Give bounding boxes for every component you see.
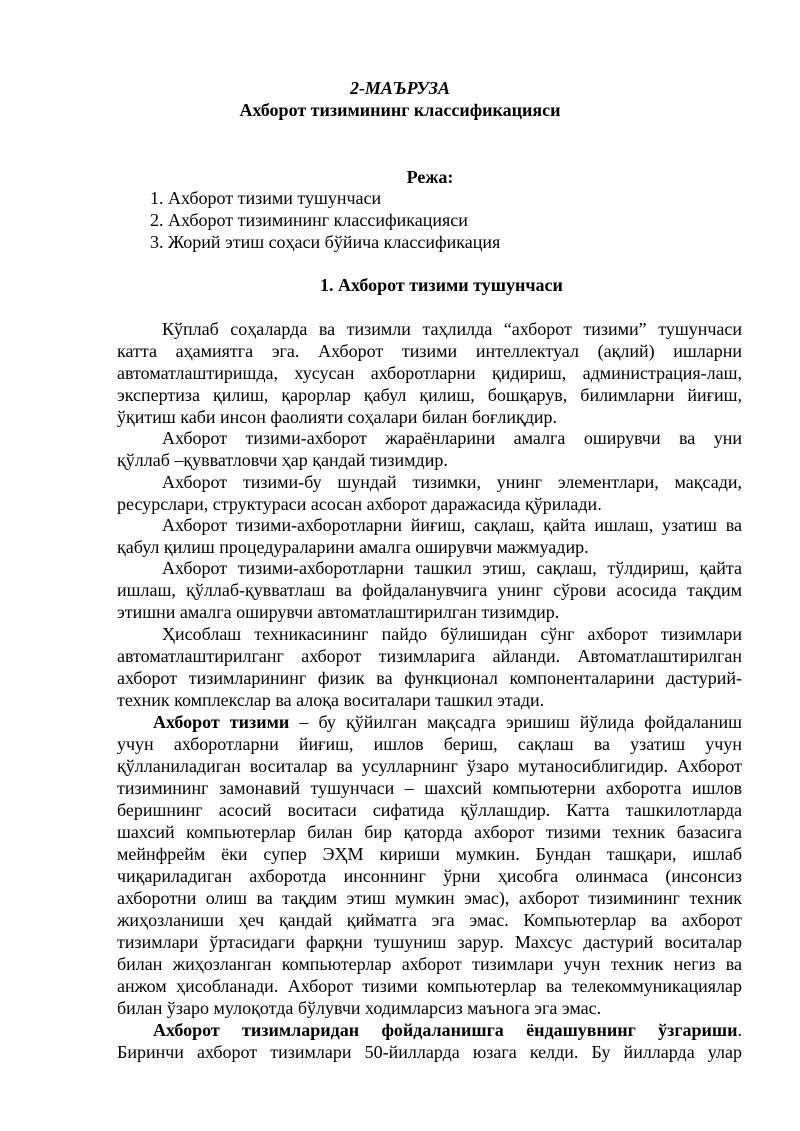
- paragraph-line: ишлаш, қўллаб-қувватлаш ва фойдаланувчига унинг сўрови асосида тақдим: [117, 580, 742, 600]
- paragraph-line: катта аҳамиятга эга. Ахборот тизими интеллектуал (ақлий) ишларни: [117, 341, 742, 361]
- plan-item-2: 2. Ахборот тизимининг классификацияси: [150, 210, 468, 230]
- paragraph-line: ахборот тизимларининг физик ва функционал компоненталарини дастурий-: [117, 668, 742, 688]
- paragraph-line: Ҳисоблаш техникасининг пайдо бўлишидан сўнг ахборот тизимлари: [162, 624, 742, 644]
- plan-item-3: 3. Жорий этиш соҳаси бўйича классификация: [150, 232, 501, 252]
- paragraph-line: ресурслари, структураси асосан ахборот даражасида қўрилади.: [117, 494, 602, 514]
- lecture-label: 2-МАЪРУЗА: [349, 78, 451, 98]
- paragraph-line: Кўплаб соҳаларда ва тизимли таҳлилда “ахборот тизими” тушунчаси: [162, 319, 742, 339]
- paragraph-line: Ахборот тизимларидан фойдаланишга ёндашувнинг ўзгариши.: [153, 1020, 742, 1040]
- paragraph-line: чиқариладиган ахборотда инсоннинг ўрни ҳисобга олинмаса (инсонсиз: [117, 866, 742, 886]
- paragraph-line: учун ахборотларни йиғиш, ишлов бериш, сақлаш ва узатиш учун: [117, 734, 742, 754]
- section-heading: 1. Ахборот тизими тушунчаси: [320, 275, 563, 295]
- paragraph-line: мейнфрейм ёки супер ЭҲМ кириши мумкин. Бундан ташқари, ишлаб: [117, 844, 742, 864]
- paragraph-line: беришнинг асосий воситаси сифатида қўллашдир. Катта ташкилотларда: [117, 800, 742, 820]
- paragraph-line: этишни амалга оширувчи автоматлаштирилган тизимдир.: [117, 602, 560, 622]
- plan-item-1: 1. Ахборот тизими тушунчаси: [150, 188, 382, 208]
- paragraph-line: билан ўзаро мулоқотда бўлувчи ходимларсиз маъногa эга эмас.: [117, 998, 602, 1018]
- paragraph-line: қўлланиладиган воситалар ва усулларнинг ўзаро мутаносиблигидир. Ахборот: [117, 756, 742, 776]
- paragraph-line: техник комплекслар ва алоқа воситалари ташкил этади.: [117, 690, 545, 710]
- paragraph-line: автоматлаштиришда, хусусан ахборотларни қидириш, администрация-лаш,: [117, 363, 742, 383]
- paragraph-line: Ахборот тизими-бу шундай тизимки, унинг элементлари, мақсади,: [162, 472, 742, 492]
- paragraph-line: шахсий компьютерлар билан бир қаторда ахборот тизими техник базасига: [117, 822, 742, 842]
- paragraph-line: ўқитиш каби инсон фаолияти соҳалари билан боғлиқдир.: [117, 407, 558, 427]
- paragraph-line: қўллаб –қувватловчи ҳар қандай тизимдир.: [117, 450, 448, 470]
- paragraph-line: жиҳозланиши ҳеч қандай қийматга эга эмас. Компьютерлар ва ахборот: [117, 910, 742, 930]
- paragraph-line: тизимлари ўртасидаги фарқни тушуниш зарур. Махсус дастурий воситалар: [117, 932, 742, 952]
- paragraph-line: Ахборот тизими-ахборот жараёнларини амалга оширувчи ва уни: [162, 428, 742, 448]
- paragraph-line: Ахборот тизими-ахборотларни ташкил этиш, сақлаш, тўлдириш, қайта: [162, 558, 742, 578]
- paragraph-line: тизимининг замонавий тушунчаси – шахсий компьютерни ахборотга ишлов: [117, 778, 742, 798]
- paragraph-line: экспертиза қилиш, қарорлар қабул қилиш, бошқарув, билимларни йиғиш,: [117, 385, 742, 405]
- paragraph-line: анжом ҳисобланади. Ахборот тизими компьютерлар ва телекоммуникациялар: [117, 976, 742, 996]
- paragraph-line: Биринчи ахборот тизимлари 50-йилларда юзага келди. Бу йилларда улар: [117, 1042, 742, 1062]
- definition-term: Ахборот тизими: [153, 712, 290, 732]
- paragraph-line: Ахборот тизими – бу қўйилган мақсадга эришиш йўлида фойдаланиш: [153, 712, 742, 732]
- section-lead-bold: Ахборот тизимларидан фойдаланишга ёндашувнинг ўзгариши: [153, 1020, 738, 1040]
- document-title: Ахборот тизимининг классификацияси: [239, 100, 561, 120]
- paragraph-line: ахборотни олиш ва тақдим этиш мумкин эмас), ахборот тизимининг техник: [117, 888, 742, 908]
- plan-heading: Режа:: [406, 167, 454, 187]
- paragraph-line: автоматлаштирилганг ахборот тизимларига айланди. Автоматлаштирилган: [117, 646, 742, 666]
- paragraph-line: билан жиҳозланган компьютерлар ахборот тизимлари учун техник негиз ва: [117, 954, 742, 974]
- paragraph-line: Ахборот тизими-ахборотларни йиғиш, сақлаш, қайта ишлаш, узатиш ва: [162, 515, 742, 535]
- paragraph-line: қабул қилиш процедураларини амалга оширувчи мажмуадир.: [117, 537, 589, 557]
